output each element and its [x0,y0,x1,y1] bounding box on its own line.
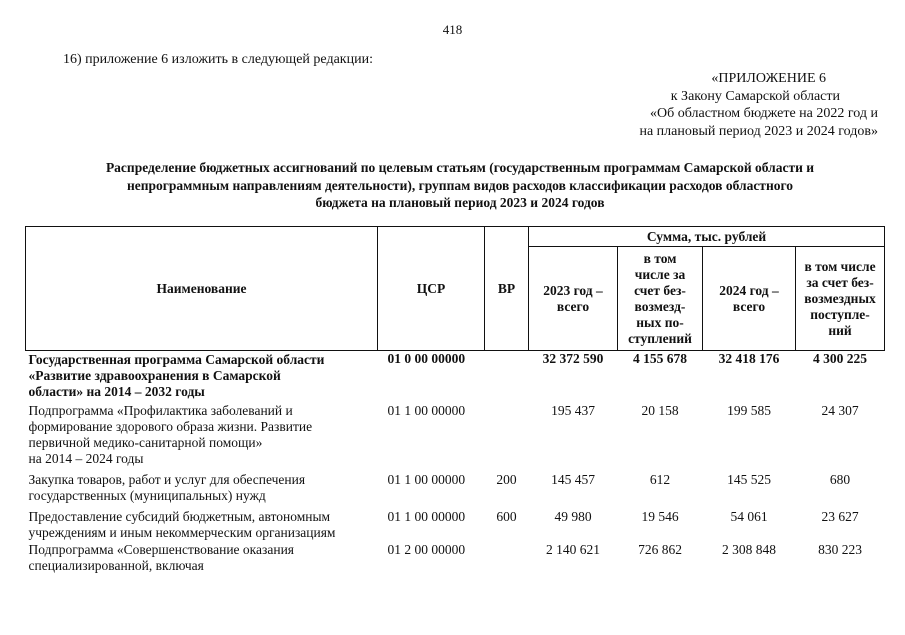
row-name-line: Закупка товаров, работ и услуг для обеспечения [28,471,306,487]
row-name-line: государственных (муниципальных) нужд [28,487,266,503]
row-csr: 01 2 00 00000 [387,541,466,557]
row-name-line: учреждениям и иным некоммерческим организациям [28,524,336,540]
header-2023-free-line: счет без- [634,282,686,298]
row-name-line: Предоставление субсидий бюджетным, автономным [28,508,331,524]
header-2023-free [618,247,703,351]
table-row [26,351,885,403]
row-2024-total: 2 308 848 [722,541,776,557]
row-2023-total: 195 437 [551,402,595,418]
document-title-line-3: бюджета на плановый период 2023 и 2024 годов [315,195,605,210]
appendix-title: «ПРИЛОЖЕНИЕ 6 [711,71,826,86]
header-2024-free-line: ний [828,322,852,338]
row-csr: 01 1 00 00000 [387,471,466,487]
header-csr: ЦСР [378,227,485,351]
header-2024-line-2: всего [732,298,766,314]
intro-text: 16) приложение 6 изложить в следующей редакции: [63,52,373,67]
row-vr [485,403,529,472]
header-2023-free-line: возмезд- [634,298,686,314]
row-vr [485,542,529,578]
row-name [26,472,378,509]
header-2024-free-line: поступле- [810,306,870,322]
table-body [26,351,885,578]
appendix-line-3: «Об областном бюджете на 2022 год и [650,106,878,121]
row-name-line: специализированной, включая [28,557,204,573]
row-2024-total: 199 585 [727,402,771,418]
header-2023-total [529,247,618,351]
row-2024-total: 145 525 [727,471,771,487]
header-2023-line-2: всего [556,298,590,314]
page-number: 418 [442,22,463,37]
row-2024-total: 32 418 176 [718,351,780,366]
header-2024-free [796,247,885,351]
header-name: Наименование [26,227,378,351]
appendix-line-4: на плановый период 2023 и 2024 годов» [639,123,878,139]
row-2023-free: 20 158 [641,402,679,418]
row-2023-total: 2 140 621 [546,541,600,557]
document-title-line-2: непрограммным направлениям деятельности), группам видов расходов классификации расходов областного [126,177,794,193]
header-2024-total [703,247,796,351]
budget-table [25,226,885,578]
row-csr: 01 0 00 00000 [387,351,466,366]
row-name-line: области» на 2014 – 2032 годы [28,384,205,399]
row-name-line: формирование здорового образа жизни. Развитие [28,418,313,434]
header-2023-free-line: в том [643,250,677,266]
header-sum: Сумма, тыс. рублей [529,227,885,247]
header-2024-free-line: в том числе [804,258,876,274]
row-vr [485,351,529,403]
row-name-line: Подпрограмма «Профилактика заболеваний и [28,402,293,418]
appendix-law: к Закону Самарской области [670,88,840,104]
row-2023-free: 612 [649,471,671,487]
row-2023-free: 19 546 [641,508,679,524]
row-2023-total: 32 372 590 [542,351,604,366]
row-2023-free: 4 155 678 [633,351,687,366]
row-2024-total: 54 061 [730,508,768,524]
header-2023-free-line: числе за [634,266,686,282]
row-name-line: Государственная программа Самарской области [28,352,325,367]
header-2024-line-1: 2024 год – [719,282,779,298]
row-csr: 01 1 00 00000 [387,402,466,418]
header-vr: ВР [485,227,529,351]
row-name [26,509,378,542]
header-2024-free-line: возмездных [804,290,876,306]
row-name [26,542,378,578]
table-row [26,472,885,509]
row-2024-free: 23 627 [821,508,859,524]
row-2023-total: 145 457 [551,471,595,487]
row-name-line: «Развитие здравоохранения в Самарской [28,368,281,383]
row-name-line: первичной медико-санитарной помощи» [28,434,263,450]
appendix-reference [639,70,878,140]
row-csr: 01 1 00 00000 [387,508,466,524]
table-header [26,227,885,351]
row-2023-free: 726 862 [638,541,682,557]
row-2024-free: 4 300 225 [813,351,868,366]
row-name-line: на 2014 – 2024 годы [28,450,144,466]
row-vr: 600 [496,508,517,524]
row-name [26,351,378,403]
row-2024-free: 830 223 [818,541,862,557]
document-title [30,159,890,212]
row-2024-free: 680 [829,471,851,487]
row-name [26,403,378,472]
header-2023-free-line: ных по- [636,314,684,330]
row-vr: 200 [496,471,517,487]
header-2023-line-1: 2023 год – [543,282,603,298]
document-title-line-1: Распределение бюджетных ассигнований по целевым статьям (государственным программам Самарской области и [105,160,815,175]
table-row [26,542,885,578]
table-row [26,403,885,472]
row-2023-total: 49 980 [554,508,592,524]
row-2024-free: 24 307 [821,402,859,418]
table-row [26,509,885,542]
row-name-line: Подпрограмма «Совершенствование оказания [28,541,295,557]
header-2024-free-line: за счет без- [806,274,874,290]
header-2023-free-line: ступлений [628,330,692,346]
